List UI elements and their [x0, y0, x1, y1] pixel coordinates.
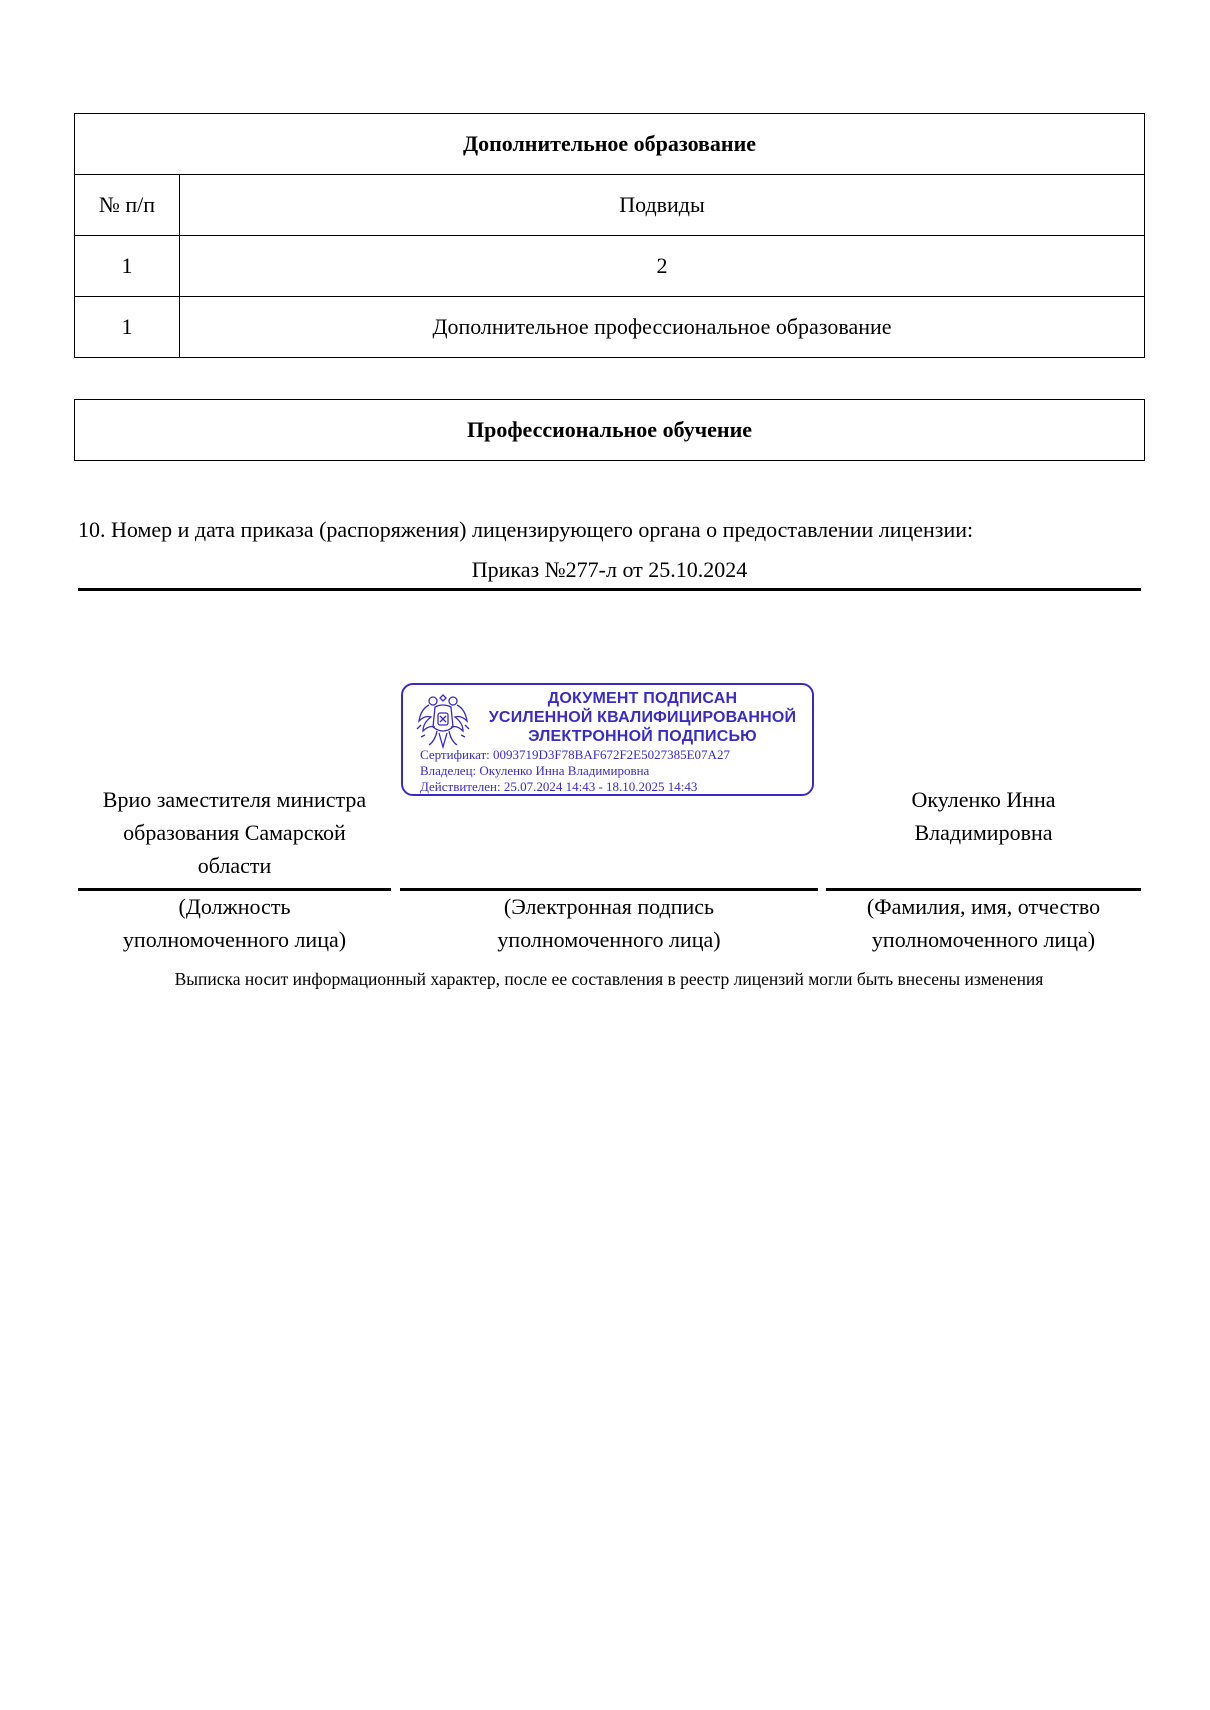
signatory-position-line: Врио заместителя министра [102, 787, 367, 812]
caption-line: (Фамилия, имя, отчество [866, 894, 1101, 919]
additional-education-table [74, 113, 1145, 358]
caption-line: (Должность [178, 894, 291, 919]
professional-training-table [74, 399, 1145, 461]
stamp-title [481, 689, 804, 746]
table-row [75, 297, 1145, 358]
russian-coat-of-arms-icon [413, 691, 473, 753]
professional-training-title: Профессиональное обучение [75, 400, 1145, 461]
table-cell-subtype: Дополнительное профессиональное образование [180, 297, 1145, 358]
table-row [75, 236, 1145, 297]
electronic-signature-stamp [401, 683, 814, 796]
additional-education-title: Дополнительное образование [75, 114, 1145, 175]
name-caption [826, 890, 1141, 956]
column-header-subtypes: Подвиды [180, 175, 1145, 236]
signatory-name [826, 783, 1141, 849]
stamp-validity: Действителен: 25.07.2024 14:43 - 18.10.2025 14:43 [420, 779, 698, 794]
signatory-name-line: Окуленко Инна [911, 787, 1056, 812]
table-header-row [75, 175, 1145, 236]
order-underline [78, 588, 1141, 591]
signatory-position-line: области [197, 853, 272, 878]
signatory-position [78, 783, 391, 882]
footer-disclaimer: Выписка носит информационный характер, после ее составления в реестр лицензий могли быть внесены изменения [174, 969, 1044, 989]
table-cell-num: 1 [75, 297, 180, 358]
stamp-owner: Владелец: Окуленко Инна Владимировна [420, 763, 650, 778]
column-header-num: № п/п [75, 175, 180, 236]
stamp-details [420, 747, 730, 795]
stamp-certificate: Сертификат: 0093719D3F78BAF672F2E5027385E07A27 [420, 747, 730, 762]
stamp-title-line: ЭЛЕКТРОННОЙ ПОДПИСЬЮ [528, 728, 757, 745]
caption-line: уполномоченного лица) [122, 927, 347, 952]
signature-caption [400, 890, 818, 956]
signatory-name-line: Владимировна [914, 820, 1053, 845]
table-cell-num: 1 [75, 236, 180, 297]
caption-line: уполномоченного лица) [497, 927, 721, 952]
stamp-title-line: ДОКУМЕНТ ПОДПИСАН [547, 690, 738, 707]
position-caption [78, 890, 391, 956]
stamp-title-line: УСИЛЕННОЙ КВАЛИФИЦИРОВАННОЙ [488, 709, 797, 726]
caption-line: уполномоченного лица) [871, 927, 1096, 952]
caption-line: (Электронная подпись [503, 894, 715, 919]
order-number-date: Приказ №277-л от 25.10.2024 [471, 557, 748, 582]
section-10-label: 10. Номер и дата приказа (распоряжения) лицензирующего органа о предоставлении лицензии: [78, 517, 974, 542]
signatory-position-line: образования Самарской [123, 820, 346, 845]
table-cell-subtype: 2 [180, 236, 1145, 297]
